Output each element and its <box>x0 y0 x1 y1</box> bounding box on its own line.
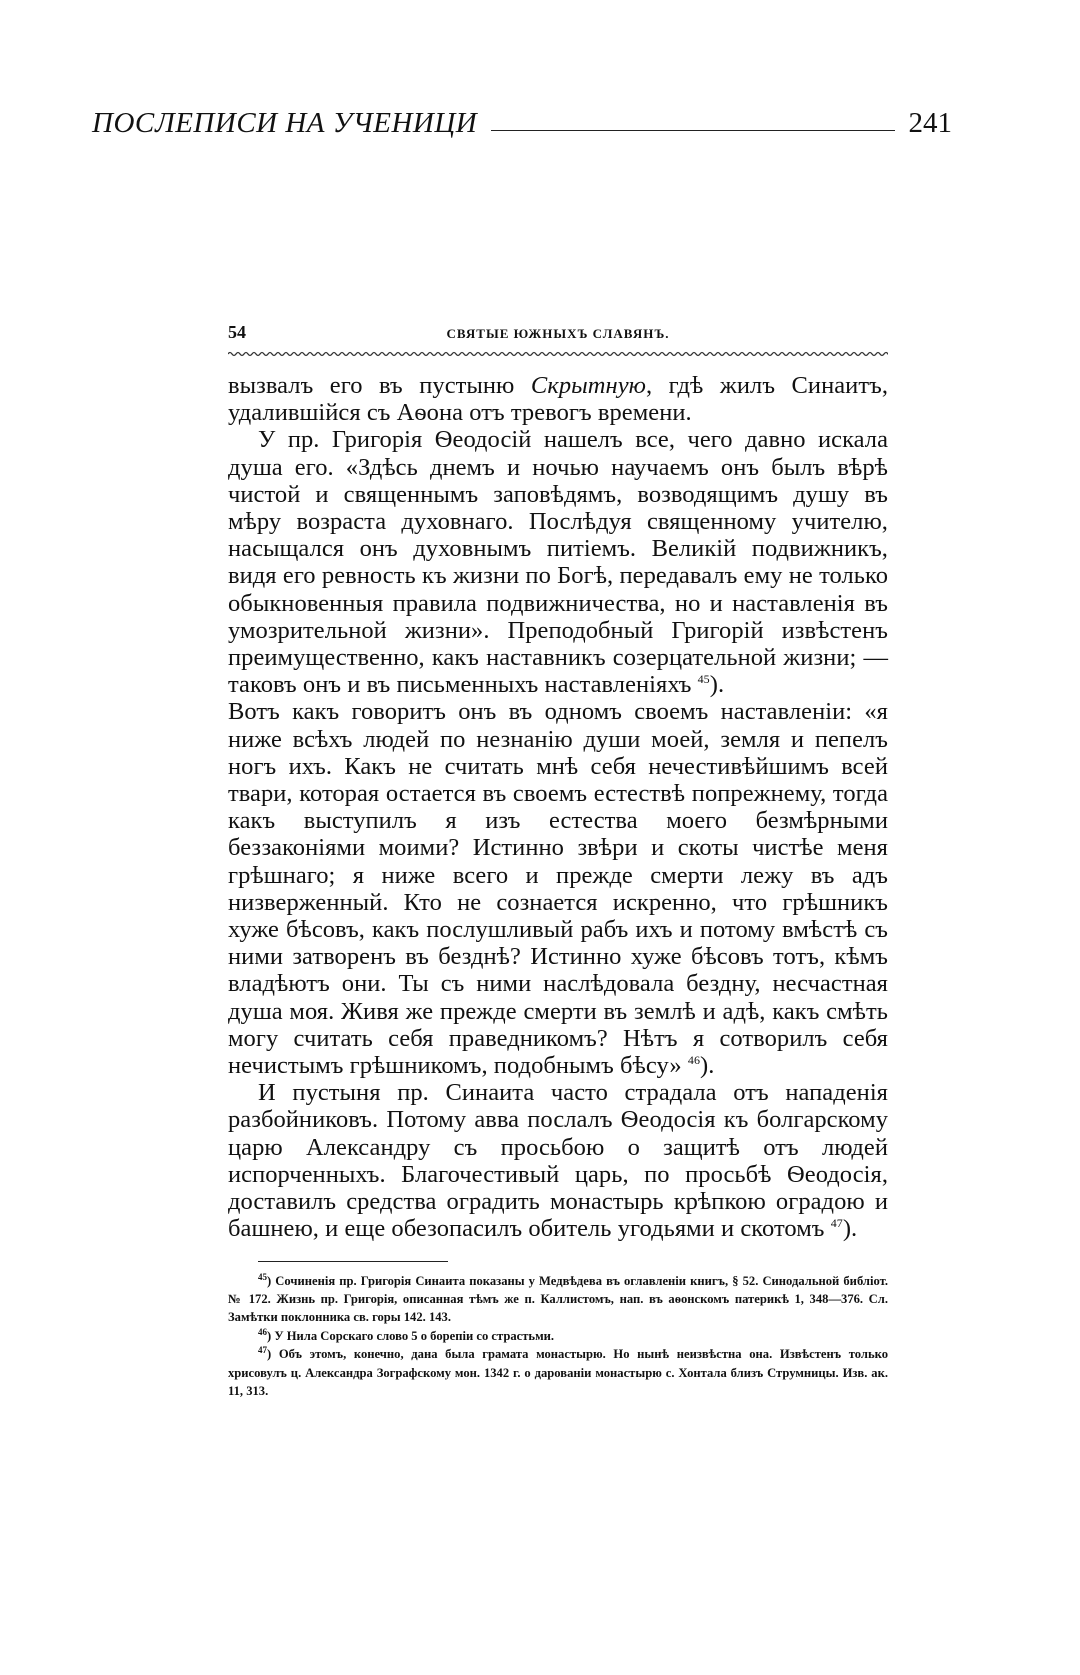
scanned-page <box>228 322 888 1400</box>
footnotes <box>228 1272 888 1401</box>
scanned-page-header <box>228 322 888 348</box>
footnote-46: $^{46}$) У Нила Сорскаго слово 5 о борепіи со страстьми. <box>258 1326 555 1343</box>
note-ref-45: 45 <box>697 672 710 687</box>
paragraph-1: вызвалъ его въ пустыню Скрытную, гдѣ жилъ Синаитъ, удалившійся съ Аѳона отъ тревогъ времени. <box>228 372 888 427</box>
paragraph-4: И пустыня пр. Синаита часто страдала отъ нападенія разбойниковъ. Потому авва послалъ Ѳеодосія къ болгарскому царю Александру съ просьбою о защитѣ отъ людей испорченныхъ. Благочестивый царь, по просьбѣ Ѳеодосія, доставилъ средства оградить монастырь крѣпкою оградою и башнею, и еще обезопасилъ обитель угодьями и скотомъ $^{47}$). <box>228 1079 888 1243</box>
wavy-rule <box>228 350 888 358</box>
footnote-rule <box>258 1261 448 1262</box>
running-head-rule <box>491 130 894 131</box>
paragraph-3: Вотъ какъ говоритъ онъ въ одномъ своемъ наставленіи: «я ниже всѣхъ людей по незнанію души моей, земля и пепелъ ногъ ихъ. Какъ не считать мнѣ себя нечестивѣйшимъ всей твари, которая остается въ своемъ естествѣ попрежнему, тогда какъ выступилъ я изъ естества моего безмѣрными беззаконіями моими? Истинно звѣри и скоты чистѣе меня грѣшнаго; я ниже всего и прежде смерти лежу въ адъ низверженный. Кто не сознается искренно, что грѣшникъ хуже бѣсовъ, какъ послушливый рабъ ихъ и потому вмѣстѣ съ ними затворенъ въ безднѣ? Истинно хуже бѣсовъ тотъ, кѣмъ владѣютъ они. Ты съ ними наслѣдовала бездну, несчастная душа моя. Живя же прежде смерти въ землѣ и адѣ, какъ смѣть могу считать себя праведникомъ? Нѣтъ я сотворилъ себя нечистымъ грѣшникомъ, подобнымъ бѣсу» $^{46}$). <box>228 698 888 1080</box>
note-ref-47: 47 <box>830 1216 843 1231</box>
paragraph-2: У пр. Григорія Ѳеодосій нашелъ все, чего давно искала душа его. «Здѣсь днемъ и ночью научаемъ онъ былъ вѣрѣ чистой и священнымъ заповѣдямъ, возводящимъ душу въ мѣру возраста духовнаго. Послѣдуя священному учителю, насыщался онъ духовнымъ питіемъ. Великій подвижникъ, видя его ревность къ жизни по Богѣ, передавалъ ему не только обыкновенныя правила подвижничества, но и наставленія въ умозрительной жизни». Преподобный Григорій извѣстенъ преимущественно, какъ наставникъ созерцательной жизни; — таковъ онъ и въ письменныхъ наставленіяхъ $^{45}$). <box>228 426 888 699</box>
page-number: 241 <box>908 107 952 139</box>
footnote-45: $^{45}$) Сочиненія пр. Григорія Синаита показаны у Медвѣдева въ оглавленіи книгъ, § 52. Синодальной библіот. № 172. Жизнь пр. Григорія, описанная тѣмъ же п. Каллистомъ, нап. въ аѳонскомъ патерикѣ 1, 348—376. Сл. Замѣтки поклонника св. горы 142. 143. <box>228 1271 889 1325</box>
italic-place-name: Скрытную <box>530 372 646 399</box>
footnote-47: $^{47}$) Объ этомъ, конечно, дана была грамата монастырю. Но нынѣ неизвѣстна она. Извѣстенъ только хрисовулъ ц. Александра Зографскому мон. 1342 г. о дарованіи монастырю с. Хонтала близъ Струмницы. Изв. ак. 11, 313. <box>228 1344 888 1398</box>
body-text <box>228 372 888 1243</box>
scanned-page-number: 54 <box>228 322 246 342</box>
running-head <box>92 100 952 140</box>
scanned-page-title: СВЯТЫЕ ЮЖНЫХЪ СЛАВЯНЪ. <box>446 326 670 341</box>
note-ref-46: 46 <box>687 1052 700 1067</box>
running-head-title: ПОСЛЕПИСИ НА УЧЕНИЦИ <box>92 107 478 139</box>
